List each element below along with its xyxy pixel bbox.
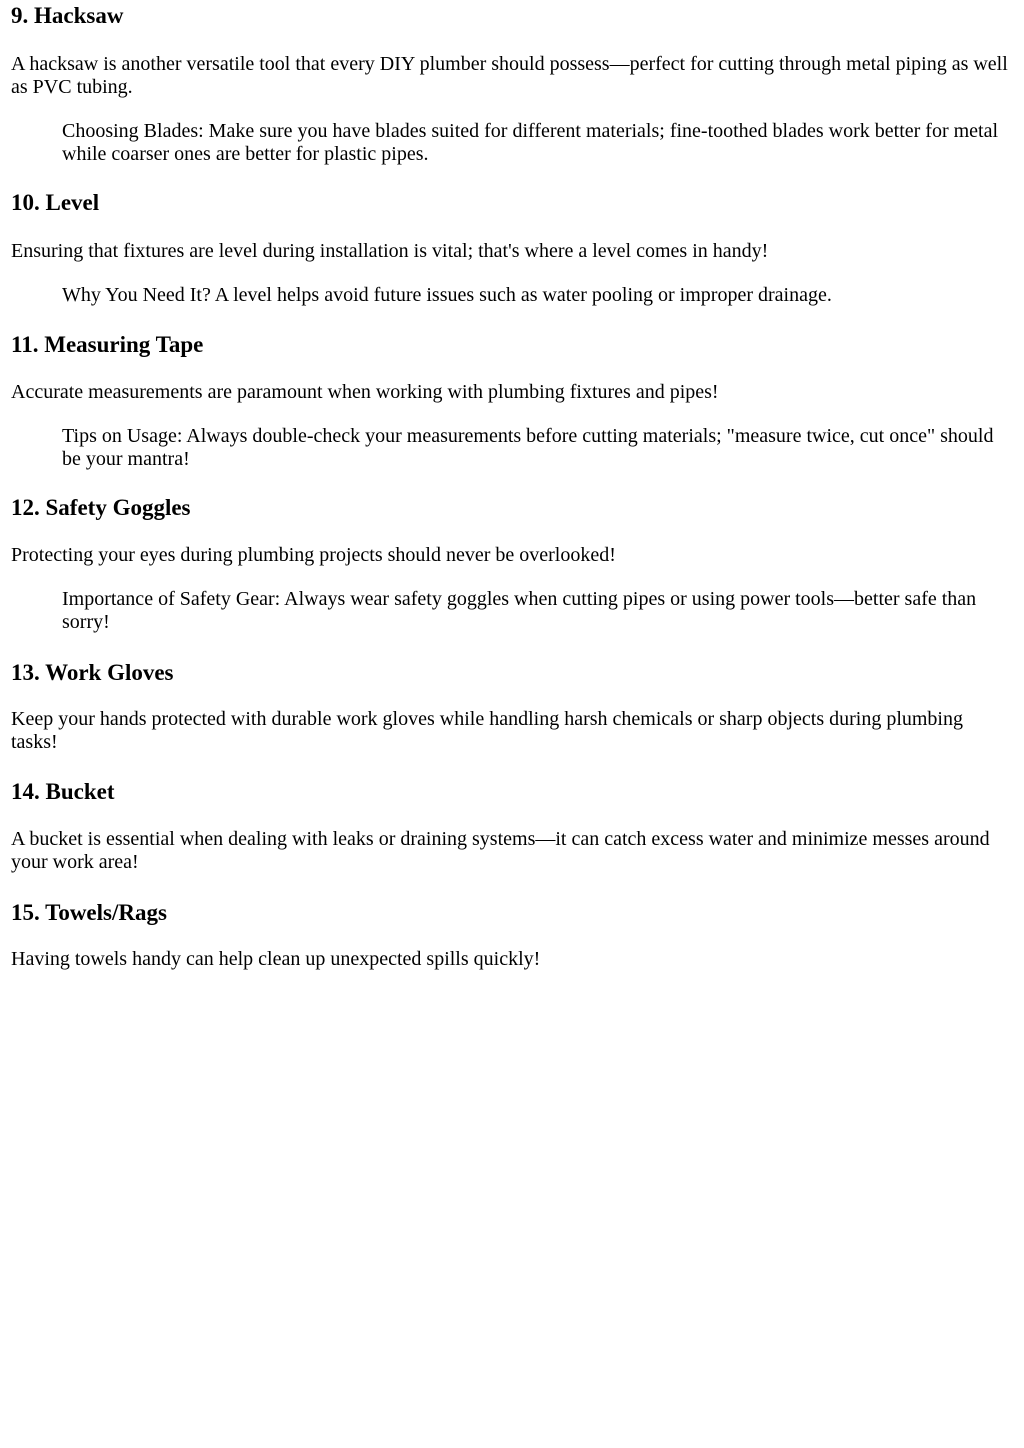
- section-heading-towels-rags: 15. Towels/Rags: [11, 900, 167, 925]
- article-content: [0, 2, 1024, 971]
- section-body-towels-rags: Having towels handy can help clean up unexpected spills quickly!: [11, 948, 541, 970]
- section-body-work-gloves: Keep your hands protected with durable work gloves while handling harsh chemicals or sharp objects during plumbing tasks!: [11, 708, 963, 753]
- section-body-level: Ensuring that fixtures are level during installation is vital; that's where a level comes in handy!: [11, 240, 769, 262]
- section-quote-level: Why You Need It? A level helps avoid future issues such as water pooling or improper drainage.: [62, 284, 832, 306]
- section-body-safety-goggles: Protecting your eyes during plumbing projects should never be overlooked!: [11, 544, 616, 566]
- section-heading-work-gloves: 13. Work Gloves: [11, 660, 174, 685]
- section-heading-measuring-tape: 11. Measuring Tape: [11, 332, 204, 357]
- section-body-hacksaw: A hacksaw is another versatile tool that every DIY plumber should possess—perfect for cutting through metal piping as well as PVC tubing.: [11, 53, 1008, 98]
- section-heading-safety-goggles: 12. Safety Goggles: [11, 495, 191, 520]
- section-quote-hacksaw: Choosing Blades: Make sure you have blades suited for different materials; fine-toothed blades work better for metal while coarser ones are better for plastic pipes.: [62, 120, 999, 165]
- section-body-bucket: A bucket is essential when dealing with leaks or draining systems—it can catch excess water and minimize messes around your work area!: [11, 828, 990, 873]
- section-heading-hacksaw: 9. Hacksaw: [11, 3, 124, 28]
- section-quote-measuring-tape: Tips on Usage: Always double-check your measurements before cutting materials; "measure twice, cut once" should be your mantra!: [62, 425, 994, 470]
- section-quote-safety-goggles: Importance of Safety Gear: Always wear safety goggles when cutting pipes or using power tools—better safe than sorry!: [62, 588, 977, 633]
- section-heading-bucket: 14. Bucket: [11, 779, 115, 804]
- section-body-measuring-tape: Accurate measurements are paramount when working with plumbing fixtures and pipes!: [11, 381, 719, 403]
- section-heading-level: 10. Level: [11, 190, 100, 215]
